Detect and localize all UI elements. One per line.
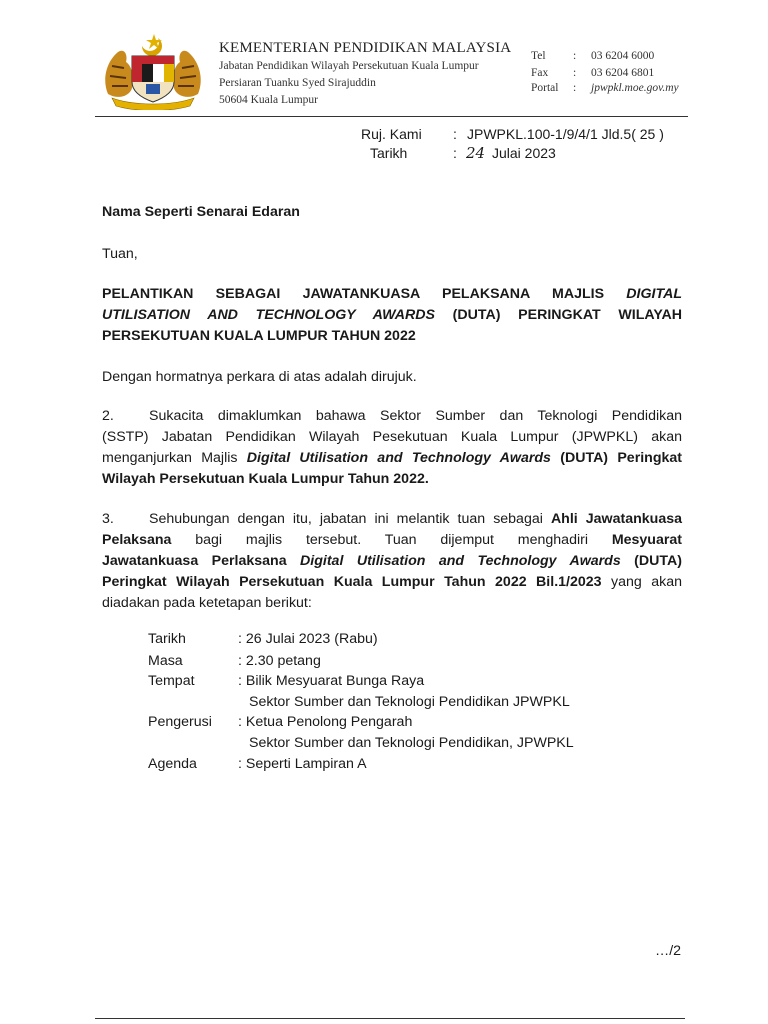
- detail-value-masa: : 2.30 petang: [238, 653, 321, 669]
- portal-label: Portal: [531, 82, 559, 94]
- street-address: Persiaran Tuanku Syed Sirajuddin: [219, 77, 376, 89]
- date-value: Julai 2023: [492, 145, 556, 161]
- detail-value-pengerusi: : Ketua Penolong Pengarah: [238, 714, 413, 730]
- detail-label-masa: Masa: [148, 653, 183, 669]
- handwritten-day: 24: [466, 144, 486, 162]
- detail-cont-pengerusi: Sektor Sumber dan Teknologi Pendidikan, JPWPKL: [249, 735, 574, 751]
- ruj-label: Ruj. Kami: [361, 126, 422, 142]
- subject-line-3: PERSEKUTUAN KUALA LUMPUR TAHUN 2022: [102, 328, 416, 344]
- tel-colon: :: [573, 50, 577, 62]
- date-label: Tarikh: [370, 145, 408, 161]
- letterhead-divider: [95, 116, 688, 117]
- portal-value[interactable]: jpwpkl.moe.gov.my: [591, 82, 679, 94]
- portal-colon: :: [573, 82, 577, 94]
- detail-label-tempat: Tempat: [148, 673, 195, 689]
- detail-label-agenda: Agenda: [148, 756, 197, 772]
- para3-number: 3.: [102, 511, 114, 527]
- detail-value-tarikh: : 26 Julai 2023 (Rabu): [238, 631, 378, 647]
- date-colon: :: [453, 145, 457, 161]
- detail-value-agenda: : Seperti Lampiran A: [238, 756, 367, 772]
- para2-line-2: (SSTP) Jabatan Pendidikan Wilayah Pesekutuan Kuala Lumpur (JPWPKL) akan: [102, 429, 682, 445]
- footer-divider: [95, 1018, 685, 1019]
- ruj-value: JPWPKL.100-1/9/4/1 Jld.5( 25 ): [467, 126, 664, 142]
- subject-line-2: UTILISATION AND TECHNOLOGY AWARDS (DUTA) PERINGKAT WILAYAH: [102, 307, 682, 323]
- ministry-name: KEMENTERIAN PENDIDIKAN MALAYSIA: [219, 40, 512, 56]
- para2-line-4: Wilayah Persekutuan Kuala Lumpur Tahun 2022.: [102, 471, 429, 487]
- detail-label-tarikh: Tarikh: [148, 631, 186, 647]
- subject-line-1: PELANTIKAN SEBAGAI JAWATANKUASA PELAKSANA MAJLIS DIGITAL: [102, 286, 682, 302]
- para2-number: 2.: [102, 408, 114, 424]
- para2-line-1: Sukacita dimaklumkan bahawa Sektor Sumber dan Teknologi Pendidikan: [149, 408, 682, 424]
- para3-line-1: Sehubungan dengan itu, jabatan ini melantik tuan sebagai Ahli Jawatankuasa: [149, 511, 682, 527]
- para2-line-3: menganjurkan Majlis Digital Utilisation and Technology Awards (DUTA) Peringkat: [102, 450, 682, 466]
- tel-label: Tel: [531, 50, 546, 62]
- fax-colon: :: [573, 67, 577, 79]
- para3-line-3: Jawatankuasa Perlaksana Digital Utilisation and Technology Awards (DUTA): [102, 553, 682, 569]
- para3-line-5: diadakan pada ketetapan berikut:: [102, 595, 312, 611]
- fax-label: Fax: [531, 67, 549, 79]
- page-continuation-marker: …/2: [655, 943, 682, 959]
- para3-line-4: Peringkat Wilayah Persekutuan Kuala Lumpur Tahun 2022 Bil.1/2023 yang akan: [102, 574, 682, 590]
- coat-of-arms-icon: [98, 32, 208, 110]
- fax-value: 03 6204 6801: [591, 67, 655, 79]
- salutation: Tuan,: [102, 246, 138, 262]
- detail-cont-tempat: Sektor Sumber dan Teknologi Pendidikan JPWPKL: [249, 694, 570, 710]
- opening-line: Dengan hormatnya perkara di atas adalah dirujuk.: [102, 369, 417, 385]
- detail-value-tempat: : Bilik Mesyuarat Bunga Raya: [238, 673, 425, 689]
- postcode-city: 50604 Kuala Lumpur: [219, 94, 319, 106]
- department-name: Jabatan Pendidikan Wilayah Persekutuan Kuala Lumpur: [219, 60, 479, 72]
- detail-label-pengerusi: Pengerusi: [148, 714, 212, 730]
- tel-value: 03 6204 6000: [591, 50, 655, 62]
- ruj-colon: :: [453, 126, 457, 142]
- recipient: Nama Seperti Senarai Edaran: [102, 204, 300, 220]
- para3-line-2: Pelaksana bagi majlis tersebut. Tuan dijemput menghadiri Mesyuarat: [102, 532, 682, 548]
